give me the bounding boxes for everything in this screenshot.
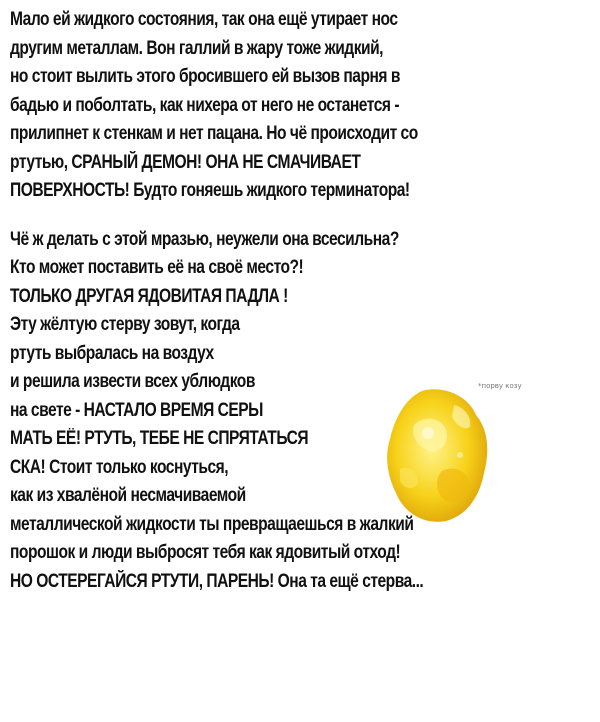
text-line: ПОВЕРХНОСТЬ! Будто гоняешь жидкого терминатора! [10,180,410,201]
text-line: ТОЛЬКО ДРУГАЯ ЯДОВИТАЯ ПАДЛА ! [10,285,288,307]
sulfur-highlight [457,452,463,458]
text-line: Мало ей жидкого состояния, так она ещё утирает нос [10,9,398,30]
text-line: ртуть выбралась на воздух [10,342,214,364]
text-line: Эту жёлтую стерву зовут, когда [10,314,240,335]
text-line: на свете - НАСТАЛО ВРЕМЯ СЕРЫ [10,399,263,421]
paragraph-gap [10,206,590,226]
text-line: бадью и поболтать, как нихера от него не останется - [10,94,400,116]
paragraph-mercury-intro [10,6,590,206]
text-line: ртутью, СРАНЫЙ ДЕМОН! ОНА НЕ СМАЧИВАЕТ [10,151,361,173]
text-line: но стоит вылить этого бросившего ей вызов парня в [10,66,400,87]
sulfur-highlight [422,427,434,439]
text-line: и решила извести всех ублюдков [10,371,255,392]
text-line: порошок и люди выбросят тебя как ядовитый отход! [10,542,401,563]
text-line: металлической жидкости ты превращаешься в жалкий [10,513,414,535]
watermark: *порву козу [478,382,522,390]
sulfur-body [387,389,487,521]
text-line: Чё ж делать с этой мразью, неужели она всесильна? [10,228,399,250]
text-line: другим металлам. Вон галлий в жару тоже жидкий, [10,37,384,59]
sulfur-crystal-graphic [384,385,492,525]
text-line: МАТЬ ЕЁ! РТУТЬ, ТЕБЕ НЕ СПРЯТАТЬСЯ [10,428,309,449]
sulfur-crystal-image [384,385,492,525]
text-line: Кто может поставить её на своё место?! [10,257,304,278]
text-block [10,6,590,596]
paragraph-sulfur [10,226,590,597]
text-line: как из хвалёной несмачиваемой [10,485,246,506]
text-line: НО ОСТЕРЕГАЙСЯ РТУТИ, ПАРЕНЬ! Она та ещё стерва... [10,570,424,592]
text-line: СКА! Стоит только коснуться, [10,456,229,478]
text-line: прилипнет к стенкам и нет пацана. Но чё происходит со [10,123,418,144]
